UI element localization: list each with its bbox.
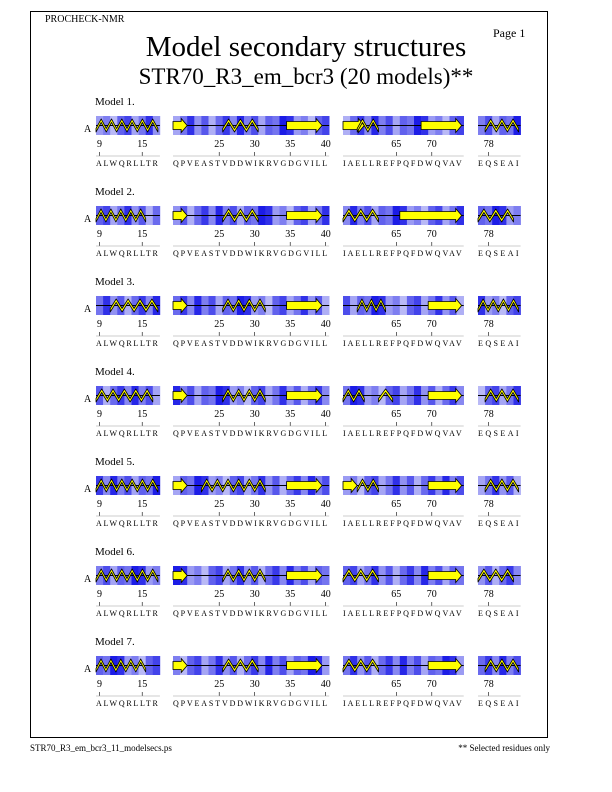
residue-number: 9 xyxy=(97,229,102,240)
residue-sequence: QPVEASTVDDWIKRVGDGVILL xyxy=(173,429,328,438)
residue-sequence: IAELLREFPQFDWQVAV xyxy=(343,339,462,348)
residue-number: 65 xyxy=(391,499,402,510)
residue-sequence: IAELLREFPQFDWQVAV xyxy=(343,699,462,708)
model-label: Model 2. xyxy=(95,186,135,198)
residue-number: 25 xyxy=(214,499,225,510)
secondary-structure-track xyxy=(0,276,612,366)
residue-sequence: EQSEAI xyxy=(478,249,519,258)
residue-number: 35 xyxy=(285,589,296,600)
secondary-structure-track xyxy=(0,186,612,276)
residue-number: 30 xyxy=(249,679,260,690)
residue-sequence: QPVEASTVDDWIKRVGDGVILL xyxy=(173,159,328,168)
residue-number: 70 xyxy=(426,229,437,240)
residue-number: 15 xyxy=(137,589,148,600)
residue-sequence: ALWQRLLTR xyxy=(96,519,158,528)
residue-number: 40 xyxy=(320,139,331,150)
residue-number: 65 xyxy=(391,409,402,420)
residue-sequence: IAELLREFPQFDWQVAV xyxy=(343,159,462,168)
residue-number: 40 xyxy=(320,499,331,510)
residue-number: 30 xyxy=(249,229,260,240)
residue-number: 78 xyxy=(483,499,494,510)
residue-number: 9 xyxy=(97,679,102,690)
residue-number: 9 xyxy=(97,409,102,420)
residue-sequence: EQSEAI xyxy=(478,159,519,168)
residue-number: 25 xyxy=(214,139,225,150)
residue-number: 25 xyxy=(214,319,225,330)
residue-number: 30 xyxy=(249,589,260,600)
residue-number: 70 xyxy=(426,589,437,600)
residue-number: 78 xyxy=(483,589,494,600)
secondary-structure-track xyxy=(0,456,612,546)
residue-number: 25 xyxy=(214,409,225,420)
residue-number: 35 xyxy=(285,409,296,420)
model-block xyxy=(0,96,612,186)
footer-note: ** Selected residues only xyxy=(458,743,550,753)
program-name: PROCHECK-NMR xyxy=(45,14,125,25)
residue-number: 35 xyxy=(285,139,296,150)
residue-sequence: IAELLREFPQFDWQVAV xyxy=(343,519,462,528)
residue-number: 30 xyxy=(249,319,260,330)
residue-number: 40 xyxy=(320,229,331,240)
residue-number: 30 xyxy=(249,139,260,150)
residue-number: 15 xyxy=(137,409,148,420)
residue-sequence: ALWQRLLTR xyxy=(96,159,158,168)
residue-number: 15 xyxy=(137,499,148,510)
residue-number: 9 xyxy=(97,319,102,330)
residue-number: 15 xyxy=(137,679,148,690)
residue-sequence: EQSEAI xyxy=(478,429,519,438)
residue-number: 25 xyxy=(214,679,225,690)
chain-label: A xyxy=(84,574,92,585)
residue-number: 25 xyxy=(214,229,225,240)
model-label: Model 6. xyxy=(95,546,135,558)
residue-sequence: EQSEAI xyxy=(478,339,519,348)
chain-label: A xyxy=(84,214,92,225)
residue-sequence: QPVEASTVDDWIKRVGDGVILL xyxy=(173,699,328,708)
residue-number: 35 xyxy=(285,319,296,330)
residue-number: 15 xyxy=(137,139,148,150)
residue-number: 70 xyxy=(426,499,437,510)
residue-number: 40 xyxy=(320,679,331,690)
residue-number: 65 xyxy=(391,319,402,330)
residue-number: 70 xyxy=(426,139,437,150)
residue-sequence: QPVEASTVDDWIKRVGDGVILL xyxy=(173,519,328,528)
residue-number: 35 xyxy=(285,499,296,510)
chain-label: A xyxy=(84,394,92,405)
residue-sequence: ALWQRLLTR xyxy=(96,429,158,438)
model-block xyxy=(0,186,612,276)
residue-sequence: IAELLREFPQFDWQVAV xyxy=(343,609,462,618)
residue-sequence: EQSEAI xyxy=(478,699,519,708)
residue-sequence: IAELLREFPQFDWQVAV xyxy=(343,429,462,438)
secondary-structure-track xyxy=(0,366,612,456)
residue-number: 35 xyxy=(285,679,296,690)
secondary-structure-track xyxy=(0,96,612,186)
model-block xyxy=(0,276,612,366)
model-block xyxy=(0,366,612,456)
page-number: Page 1 xyxy=(493,26,526,40)
model-label: Model 4. xyxy=(95,366,135,378)
residue-number: 40 xyxy=(320,319,331,330)
residue-sequence: EQSEAI xyxy=(478,609,519,618)
model-block xyxy=(0,636,612,726)
residue-number: 15 xyxy=(137,229,148,240)
residue-number: 25 xyxy=(214,589,225,600)
residue-number: 78 xyxy=(483,679,494,690)
residue-number: 70 xyxy=(426,679,437,690)
footer-filename: STR70_R3_em_bcr3_11_modelsecs.ps xyxy=(30,743,172,753)
residue-number: 65 xyxy=(391,229,402,240)
residue-number: 30 xyxy=(249,499,260,510)
chain-label: A xyxy=(84,664,92,675)
residue-number: 9 xyxy=(97,139,102,150)
residue-number: 78 xyxy=(483,409,494,420)
secondary-structure-track xyxy=(0,636,612,726)
residue-number: 78 xyxy=(483,229,494,240)
model-label: Model 5. xyxy=(95,456,135,468)
residue-number: 78 xyxy=(483,139,494,150)
residue-number: 78 xyxy=(483,319,494,330)
model-label: Model 1. xyxy=(95,96,135,108)
residue-sequence: EQSEAI xyxy=(478,519,519,528)
page-title: Model secondary structures xyxy=(145,31,467,63)
residue-number: 9 xyxy=(97,499,102,510)
residue-number: 65 xyxy=(391,679,402,690)
residue-sequence: QPVEASTVDDWIKRVGDGVILL xyxy=(173,339,328,348)
model-label: Model 3. xyxy=(95,276,135,288)
chain-label: A xyxy=(84,304,92,315)
residue-sequence: QPVEASTVDDWIKRVGDGVILL xyxy=(173,609,328,618)
residue-number: 35 xyxy=(285,229,296,240)
residue-sequence: QPVEASTVDDWIKRVGDGVILL xyxy=(173,249,328,258)
chain-label: A xyxy=(84,484,92,495)
residue-number: 15 xyxy=(137,319,148,330)
page-subtitle: STR70_R3_em_bcr3 (20 models)** xyxy=(138,64,474,89)
residue-sequence: ALWQRLLTR xyxy=(96,699,158,708)
model-label: Model 7. xyxy=(95,636,135,648)
residue-number: 40 xyxy=(320,409,331,420)
model-block xyxy=(0,456,612,546)
residue-number: 65 xyxy=(391,139,402,150)
residue-number: 30 xyxy=(249,409,260,420)
residue-sequence: ALWQRLLTR xyxy=(96,609,158,618)
model-block xyxy=(0,546,612,636)
residue-sequence: ALWQRLLTR xyxy=(96,339,158,348)
residue-number: 70 xyxy=(426,409,437,420)
residue-number: 65 xyxy=(391,589,402,600)
residue-sequence: IAELLREFPQFDWQVAV xyxy=(343,249,462,258)
chain-label: A xyxy=(84,124,92,135)
secondary-structure-track xyxy=(0,546,612,636)
residue-number: 70 xyxy=(426,319,437,330)
residue-number: 9 xyxy=(97,589,102,600)
residue-sequence: ALWQRLLTR xyxy=(96,249,158,258)
residue-number: 40 xyxy=(320,589,331,600)
